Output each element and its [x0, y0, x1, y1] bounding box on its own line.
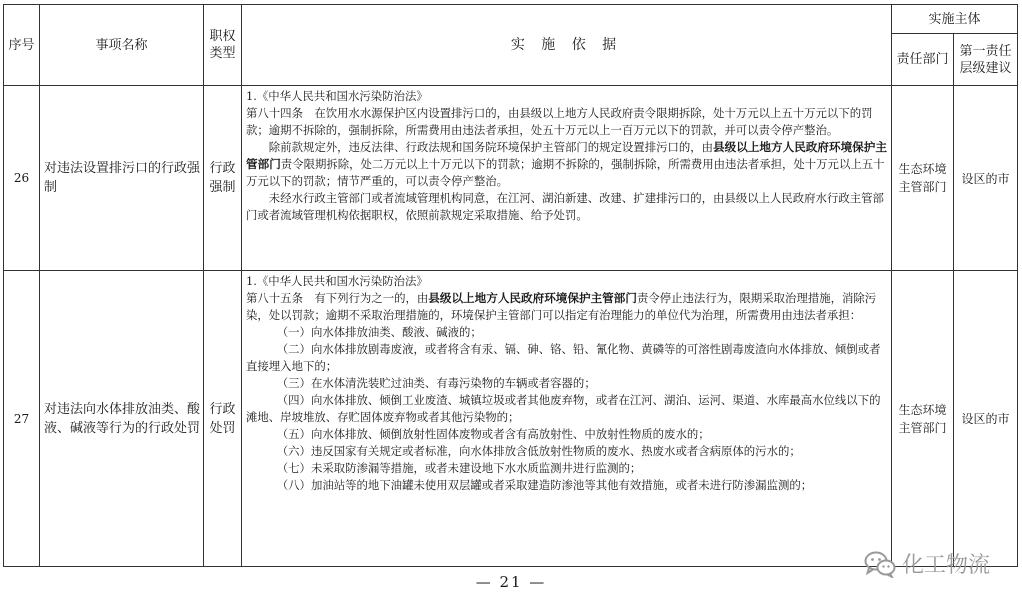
item-name: 对违法向水体排放油类、酸液、碱液等行为的行政处罚	[40, 271, 204, 567]
header-seq: 序号	[4, 5, 40, 86]
authority-table	[3, 4, 1018, 567]
basis-text: 责令限期拆除，处二万元以上十万元以下的罚款；逾期不拆除的，强制拆除，所需费用由违法者承担，处十万元以上五十万元以下的罚款；情节严重的，可以责令停产整治。	[246, 157, 885, 188]
basis-item: （七）未采取防渗漏等措施，或者未建设地下水水质监测井进行监测的；	[276, 461, 642, 475]
basis-text: 除前款规定外，违反法律、行政法规和国务院环境保护主管部门的规定设置排污口的，由	[268, 140, 714, 154]
table-row-26	[4, 86, 1018, 271]
basis-law-title: 1.《中华人民共和国水污染防治法》	[246, 89, 428, 103]
basis-paragraph	[246, 139, 888, 190]
header-subject: 实施主体	[892, 5, 1018, 34]
basis-article: 第八十四条 在饮用水水源保护区内设置排污口的，由县级以上地方人民政府责令限期拆除，处十万元以上五十万元以下的罚款；逾期不拆除的，强制拆除，所需费用由违法者承担，处五十万元以上一百万元以下的罚款，并可以责令停产整治。	[246, 106, 873, 137]
basis-item: （四）向水体排放、倾倒工业废渣、城镇垃圾或者其他废弃物，或者在江河、湖泊、运河、渠道、水库最高水位线以下的滩地、岸坡堆放、存贮固体废弃物或者其他污染物的；	[246, 393, 881, 424]
header-item-name: 事项名称	[40, 5, 204, 86]
header-level: 第一责任 层级建议	[954, 34, 1018, 86]
watermark	[864, 548, 990, 579]
implementation-basis	[242, 271, 892, 567]
basis-article	[246, 290, 888, 324]
authority-type: 行政 强制	[204, 86, 242, 271]
basis-text: 第八十五条 有下列行为之一的，由	[246, 291, 429, 305]
row-number: 26	[4, 86, 40, 271]
basis-item: （六）违反国家有关规定或者标准，向水体排放含低放射性物质的废水、热废水或者含病原体的污水的；	[276, 444, 801, 458]
basis-bold-authority: 县级以上地方人民政府环境保护主管部门	[428, 291, 637, 305]
basis-item: （二）向水体排放剧毒废液，或者将含有汞、镉、砷、铬、铅、氰化物、黄磷等的可溶性剧毒废渣向水体排放、倾倒或者直接埋入地下的；	[246, 342, 881, 373]
header-basis: 实 施 依 据	[242, 5, 892, 86]
header-authority-type: 职权 类型	[204, 5, 242, 86]
responsible-dept: 生态环境 主管部门	[892, 86, 954, 271]
table-row-27	[4, 271, 1018, 567]
authority-type: 行政 处罚	[204, 271, 242, 567]
responsibility-level: 设区的市	[954, 271, 1018, 567]
basis-item: （八）加油站等的地下油罐未使用双层罐或者采取建造防渗池等其他有效措施，或者未进行防渗漏监测的；	[276, 478, 813, 492]
wechat-icon	[864, 550, 896, 578]
basis-text: 责令停止违法行为，限期采取治理措施，消除污染，处以罚款；逾期不采取治理措施的，环境保护主管部门可以指定有治理能力的单位代为治理，所需费用由违法者承担：	[246, 291, 877, 322]
page-number: — 21 —	[475, 573, 547, 591]
responsibility-level: 设区的市	[954, 86, 1018, 271]
implementation-basis	[242, 86, 892, 271]
watermark-text: 化工物流	[901, 553, 990, 578]
row-number: 27	[4, 271, 40, 567]
basis-bold-authority: 县级以上地方人民政府环境保护主管部门	[246, 140, 887, 171]
responsible-dept: 生态环境 主管部门	[892, 271, 954, 567]
item-name: 对违法设置排污口的行政强制	[40, 86, 204, 271]
basis-item: （三）在水体清洗装贮过油类、有毒污染物的车辆或者容器的；	[276, 376, 596, 390]
basis-item: （一）向水体排放油类、酸液、碱液的；	[276, 325, 482, 339]
basis-item: （五）向水体排放、倾倒放射性固体废物或者含有高放射性、中放射性物质的废水的；	[276, 427, 710, 441]
basis-paragraph: 未经水行政主管部门或者流域管理机构同意，在江河、湖泊新建、改建、扩建排污口的，由县级以上人民政府水行政主管部门或者流域管理机构依据职权，依照前款规定采取措施、给予处罚。	[246, 191, 884, 222]
header-dept: 责任部门	[892, 34, 954, 86]
basis-law-title: 1.《中华人民共和国水污染防治法》	[246, 274, 428, 288]
